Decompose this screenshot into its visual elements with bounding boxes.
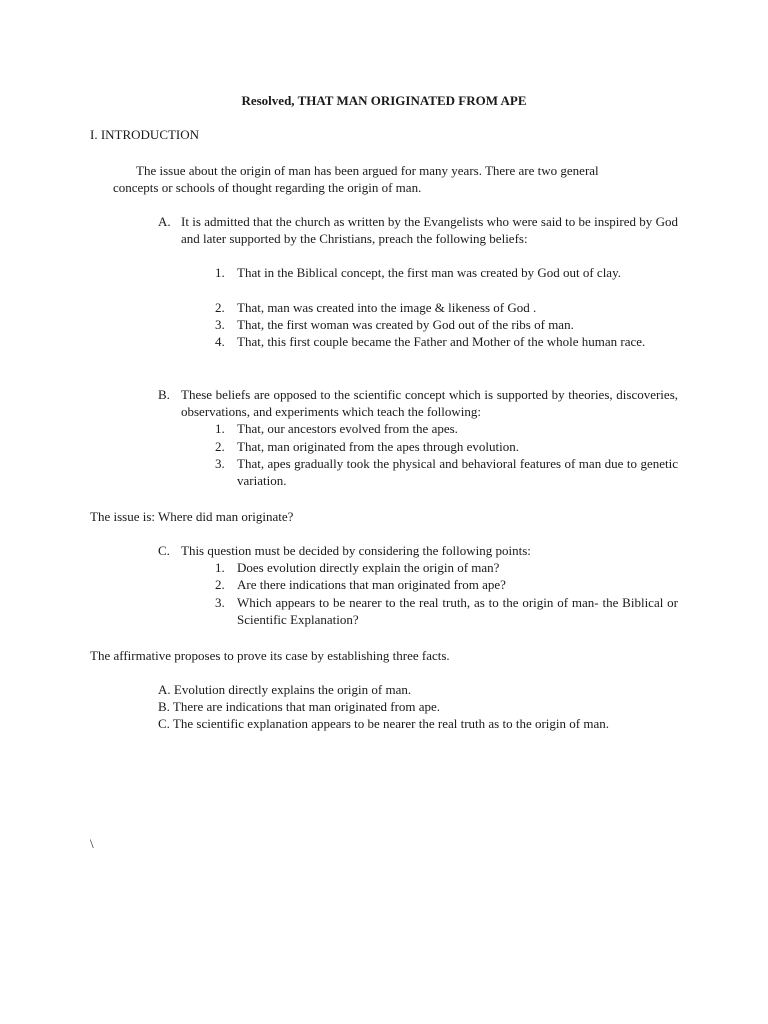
list-item-text: That, our ancestors evolved from the apes. (237, 421, 458, 436)
point-a-marker: A. (158, 214, 171, 229)
list-item-number: 3. (215, 317, 225, 332)
list-item-number: 3. (215, 595, 225, 610)
document-title: Resolved, THAT MAN ORIGINATED FROM APE (241, 93, 527, 108)
point-b-text: These beliefs are opposed to the scientific concept which is supported by theories, discoveries, observations, and experiments which teach the following: (181, 387, 678, 419)
list-item-number: 1. (215, 265, 225, 280)
stray-backslash: \ (90, 836, 94, 851)
fact-b: B. There are indications that man originated from ape. (158, 699, 441, 714)
list-item-number: 1. (215, 560, 225, 575)
list-item-text: Which appears to be nearer to the real truth, as to the origin of man- the Biblical or Scientific Explanation? (237, 595, 678, 627)
list-item-text: That, the first woman was created by God out of the ribs of man. (237, 317, 574, 332)
point-c-marker: C. (158, 543, 170, 558)
affirmative-line: The affirmative proposes to prove its case by establishing three facts. (90, 648, 450, 663)
list-item-number: 2. (215, 577, 225, 592)
point-b-marker: B. (158, 387, 170, 402)
intro-line-2: concepts or schools of thought regarding the origin of man. (113, 180, 422, 195)
list-item-text: That in the Biblical concept, the first man was created by God out of clay. (237, 265, 621, 280)
list-item-number: 3. (215, 456, 225, 471)
section-heading: I. INTRODUCTION (90, 127, 200, 142)
issue-line: The issue is: Where did man originate? (90, 509, 294, 524)
list-item-text: That, man originated from the apes through evolution. (237, 439, 519, 454)
list-item-text: That, apes gradually took the physical and behavioral features of man due to genetic variation. (237, 456, 678, 488)
list-item-number: 2. (215, 439, 225, 454)
list-item-number: 4. (215, 334, 225, 349)
list-item-text: That, man was created into the image & likeness of God . (237, 300, 537, 315)
fact-c: C. The scientific explanation appears to be nearer the real truth as to the origin of man. (158, 716, 609, 731)
list-item-text: Are there indications that man originated from ape? (237, 577, 506, 592)
point-c-text: This question must be decided by considering the following points: (181, 543, 531, 558)
point-a-text: It is admitted that the church as written by the Evangelists who were said to be inspired by God and later supported by the Christians, preach the following beliefs: (181, 214, 678, 246)
list-item-text: Does evolution directly explain the origin of man? (237, 560, 500, 575)
intro-line-1: The issue about the origin of man has been argued for many years. There are two general (136, 163, 599, 178)
list-item-text: That, this first couple became the Father and Mother of the whole human race. (237, 334, 646, 349)
list-item-number: 1. (215, 421, 225, 436)
list-item-number: 2. (215, 300, 225, 315)
fact-a: A. Evolution directly explains the origin of man. (158, 682, 412, 697)
